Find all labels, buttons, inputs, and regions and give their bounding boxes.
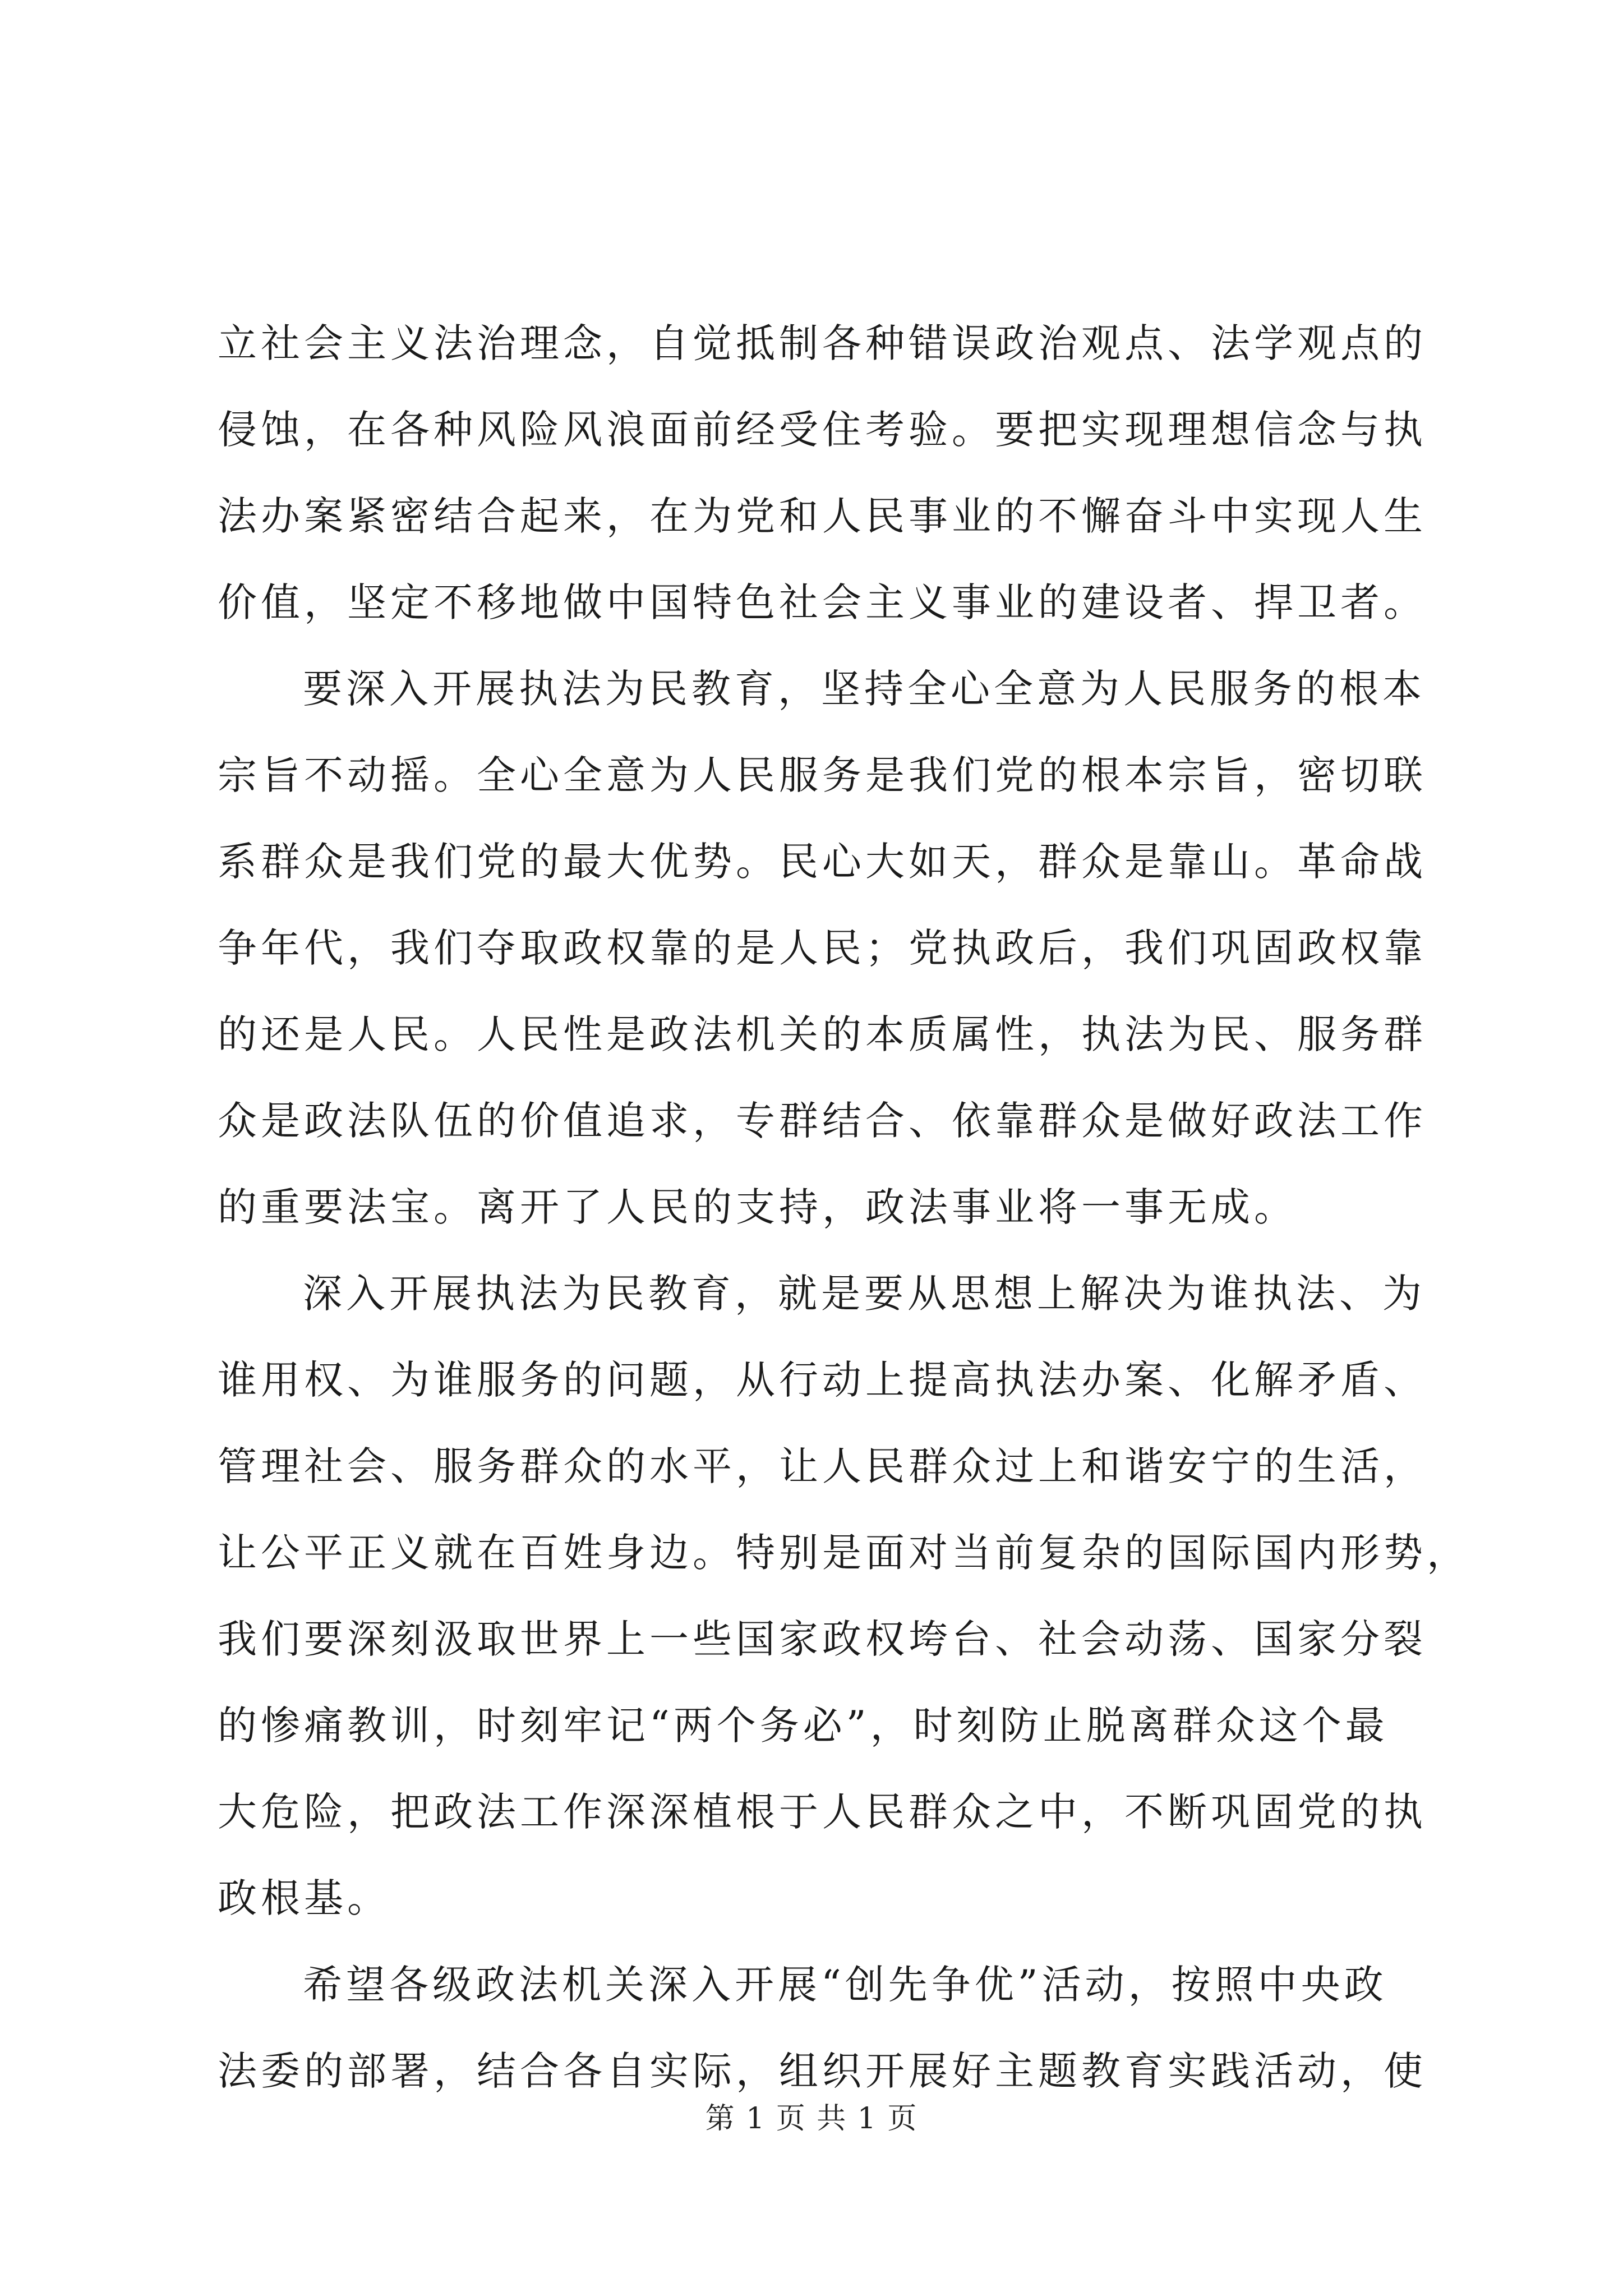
page-number-footer: 第 1 页 共 1 页 <box>705 2102 918 2136</box>
document-body <box>218 300 1470 2114</box>
text-line: 的还是人民。人民性是政法机关的本质属性，执法为民、服务群 <box>218 1011 1427 1057</box>
paragraph-first-line: 深入开展执法为民教育，就是要从思想上解决为谁执法、为 <box>303 1271 1426 1317</box>
text-line: 立社会主义法治理念，自觉抵制各种错误政治观点、法学观点的 <box>218 320 1427 366</box>
text-line: 的惨痛教训，时刻牢记“两个务必”，时刻防止脱离群众这个最 <box>218 1703 1389 1749</box>
text-line: 让公平正义就在百姓身边。特别是面对当前复杂的国际国内形势， <box>218 1530 1470 1576</box>
text-line: 管理社会、服务群众的水平，让人民群众过上和谐安宁的生活， <box>218 1443 1427 1489</box>
text-line: 我们要深刻汲取世界上一些国家政权垮台、社会动荡、国家分裂 <box>218 1616 1427 1662</box>
text-line: 系群众是我们党的最大优势。民心大如天，群众是靠山。革命战 <box>218 839 1427 885</box>
paragraph-first-line: 要深入开展执法为民教育，坚持全心全意为人民服务的根本 <box>303 666 1426 712</box>
text-line: 大危险，把政法工作深深植根于人民群众之中，不断巩固党的执 <box>218 1789 1427 1835</box>
text-line: 谁用权、为谁服务的问题，从行动上提高执法办案、化解矛盾、 <box>218 1357 1427 1403</box>
text-line: 法委的部署，结合各自实际，组织开展好主题教育实践活动，使 <box>218 2048 1427 2094</box>
text-line: 价值，坚定不移地做中国特色社会主义事业的建设者、捍卫者。 <box>218 579 1427 625</box>
text-line: 争年代，我们夺取政权靠的是人民；党执政后，我们巩固政权靠 <box>218 925 1427 971</box>
text-line: 法办案紧密结合起来，在为党和人民事业的不懈奋斗中实现人生 <box>218 493 1427 539</box>
text-line: 侵蚀，在各种风险风浪面前经受住考验。要把实现理想信念与执 <box>218 407 1427 453</box>
text-line: 政根基。 <box>218 1875 390 1921</box>
paragraph-first-line: 希望各级政法机关深入开展“创先争优”活动，按照中央政 <box>303 1962 1387 2008</box>
text-line: 的重要法宝。离开了人民的支持，政法事业将一事无成。 <box>218 1184 1297 1230</box>
text-line: 宗旨不动摇。全心全意为人民服务是我们党的根本宗旨，密切联 <box>218 752 1427 798</box>
text-line: 众是政法队伍的价值追求，专群结合、依靠群众是做好政法工作 <box>218 1098 1427 1144</box>
